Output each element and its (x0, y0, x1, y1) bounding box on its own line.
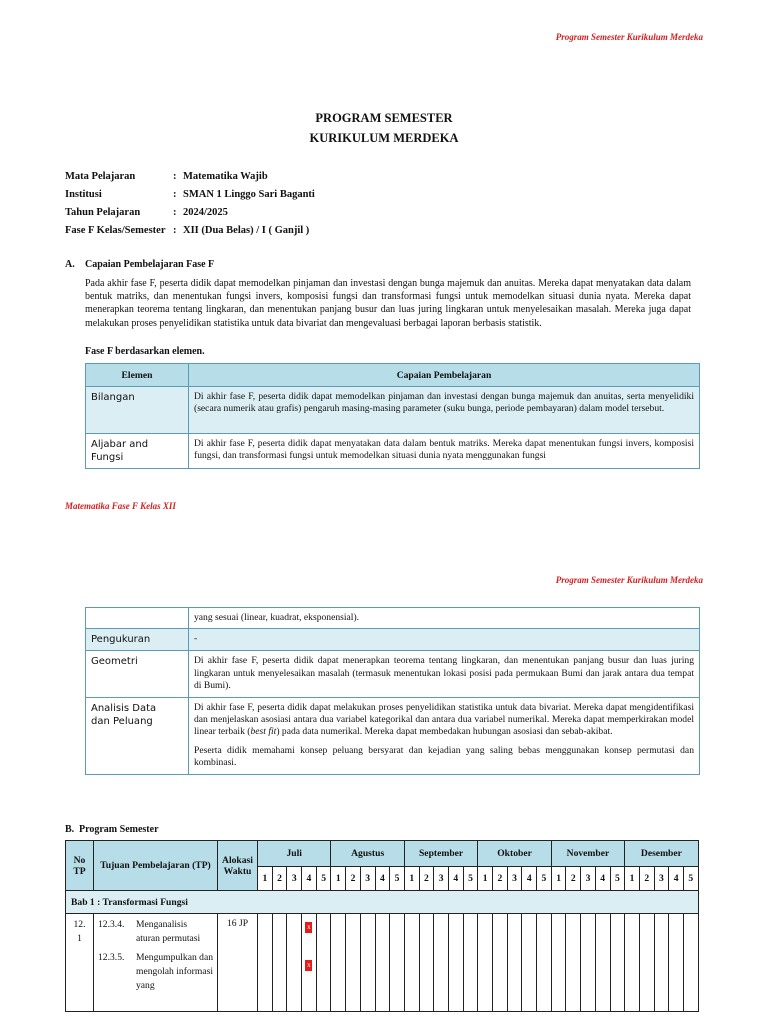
month-header: Juli (258, 841, 331, 867)
section-b-heading: B. Program Semester (65, 824, 159, 835)
italic-term: best fit (250, 726, 277, 738)
program-semester-table (65, 840, 699, 1012)
table-row (86, 387, 700, 434)
week-header: 4 (302, 867, 317, 891)
schedule-cell (375, 914, 390, 1012)
week-header: 2 (493, 867, 508, 891)
tp-number: 12.1 (66, 914, 94, 1012)
week-header: 3 (507, 867, 522, 891)
schedule-cell (610, 914, 625, 1012)
doc-title-line1: PROGRAM SEMESTER (315, 111, 453, 125)
week-header: 4 (522, 867, 537, 891)
week-header: 3 (581, 867, 596, 891)
month-header: September (404, 841, 477, 867)
capaian-cell: Di akhir fase F, peserta didik dapat memodelkan pinjaman dan investasi dengan bunga majemuk dan anuitas, serta menyelidiki (secara numerik atau grafis) pengaruh masing-masing parameter (suku bunga, periode pembayaran) dalam model tersebut. (189, 387, 700, 434)
meta-value: XII (Dua Belas) / I ( Ganjil ) (183, 225, 310, 236)
schedule-cell (669, 914, 684, 1012)
meta-label: Mata Pelajaran (65, 171, 136, 182)
schedule-cell (551, 914, 566, 1012)
section-a-paragraph: Pada akhir fase F, peserta didik dapat memodelkan pinjaman dan investasi dengan bunga majemuk dan anuitas. Mereka dapat menyatakan data dalam bentuk matriks, dan menentukan fungsi invers, komposisi fungsi dan transformasi fungsi untuk memodelkan situasi dunia nyata. Mereka dapat menerapkan teorema tentang lingkaran, dan menentukan panjang busur dan luas juring lingkaran untuk menyelesaikan masalah. Mereka juga dapat melakukan proses penyelidikan statistika untuk data bivariat dan mengevaluasi berbagai laporan berbasis statistik. (85, 278, 691, 329)
tp-item: 12.3.4. Menganalisis aturan permutasi (98, 919, 201, 944)
chapter-row (66, 891, 699, 914)
schedule-cell (625, 914, 640, 1012)
week-header: 1 (331, 867, 346, 891)
schedule-cell (331, 914, 346, 1012)
schedule-cell (478, 914, 493, 1012)
schedule-cell (258, 914, 273, 1012)
col-header-capaian: Capaian Pembelajaran (189, 364, 700, 387)
meta-row-year: Tahun Pelajaran : 2024/2025 (65, 204, 315, 222)
meta-value: SMAN 1 Linggo Sari Baganti (183, 189, 315, 200)
week-header: 5 (316, 867, 331, 891)
table-row (86, 629, 700, 651)
elemen-cell: Analisis Data dan Peluang (86, 697, 189, 774)
month-header: November (551, 841, 624, 867)
week-header: 5 (537, 867, 552, 891)
week-header: 3 (434, 867, 449, 891)
week-header: 1 (258, 867, 273, 891)
week-header: 4 (448, 867, 463, 891)
capaian-cell: - (189, 629, 700, 651)
week-header: 5 (610, 867, 625, 891)
table-row (66, 914, 699, 1012)
capaian-cell (189, 697, 700, 774)
page-footer: Matematika Fase F Kelas XII (65, 501, 176, 511)
schedule-mark: x (307, 961, 311, 969)
week-header: 4 (669, 867, 684, 891)
schedule-cell (316, 914, 331, 1012)
capaian-table (85, 363, 700, 469)
elemen-cell: Pengukuran (86, 629, 189, 651)
schedule-cell (493, 914, 508, 1012)
capaian-cell: Di akhir fase F, peserta didik dapat menyatakan data dalam bentuk matriks. Mereka dapat menentukan fungsi invers, komposisi fungsi, dan transformasi fungsi untuk memodelkan situasi dunia nyata menggunakan fungsi (189, 434, 700, 469)
schedule-cell (419, 914, 434, 1012)
elemen-cell: Bilangan (86, 387, 189, 434)
schedule-cell (302, 914, 317, 1012)
meta-label: Tahun Pelajaran (65, 207, 141, 218)
week-header: 4 (595, 867, 610, 891)
meta-block (65, 168, 315, 240)
time-allocation: 16 JP (218, 914, 258, 1012)
schedule-cell (404, 914, 419, 1012)
col-header-elemen: Elemen (86, 364, 189, 387)
capaian-table-continued (85, 607, 700, 775)
week-header: 1 (551, 867, 566, 891)
schedule-cell (654, 914, 669, 1012)
week-header: 1 (404, 867, 419, 891)
week-header: 1 (625, 867, 640, 891)
elemen-cell (86, 608, 189, 629)
week-header: 2 (639, 867, 654, 891)
table-row (86, 434, 700, 469)
capaian-paragraph: Peserta didik memahami konsep peluang bersyarat dan kejadian yang saling bebas menggunakan konsep permutasi dan kombinasi. (194, 744, 694, 769)
week-header: 2 (566, 867, 581, 891)
chapter-title: Bab 1 : Transformasi Fungsi (66, 891, 699, 914)
schedule-cell (360, 914, 375, 1012)
table-row (86, 608, 700, 629)
tp-item: 12.3.5. Mengumpulkan dan mengolah informasi yang (98, 952, 214, 991)
schedule-mark: x (307, 923, 311, 931)
week-header: 5 (683, 867, 698, 891)
schedule-cell (448, 914, 463, 1012)
schedule-cell (581, 914, 596, 1012)
meta-label: Institusi (65, 189, 102, 200)
schedule-cell (346, 914, 361, 1012)
table-row (86, 651, 700, 697)
tp-description (94, 914, 218, 1012)
month-header: Desember (625, 841, 698, 867)
week-header: 3 (360, 867, 375, 891)
capaian-cell: Di akhir fase F, peserta didik dapat menerapkan teorema tentang lingkaran, dan menentukan panjang busur dan luas juring lingkaran untuk menyelesaikan masalah (termasuk menentukan lokasi posisi pada permukaan Bumi dan jarak antara dua tempat di Bumi). (189, 651, 700, 697)
week-header: 5 (390, 867, 405, 891)
schedule-cell (537, 914, 552, 1012)
week-header: 5 (463, 867, 478, 891)
meta-row-subject: Mata Pelajaran : Matematika Wajib (65, 168, 315, 186)
elements-subheading: Fase F berdasarkan elemen. (85, 346, 205, 357)
week-header: 3 (287, 867, 302, 891)
month-header: Oktober (478, 841, 551, 867)
schedule-cell (463, 914, 478, 1012)
week-header: 2 (272, 867, 287, 891)
section-a-heading: A. Capaian Pembelajaran Fase F (65, 259, 215, 270)
month-header: Agustus (331, 841, 404, 867)
capaian-cell: yang sesuai (linear, kuadrat, eksponensial). (189, 608, 700, 629)
page-header: Program Semester Kurikulum Merdeka (555, 32, 703, 42)
elemen-cell: Geometri (86, 651, 189, 697)
meta-row-institution: Institusi : SMAN 1 Linggo Sari Baganti (65, 186, 315, 204)
meta-value: Matematika Wajib (183, 171, 268, 182)
col-header-waktu: Alokasi Waktu (218, 841, 258, 891)
schedule-cell (683, 914, 698, 1012)
page-header-2: Program Semester Kurikulum Merdeka (555, 575, 703, 585)
schedule-cell (566, 914, 581, 1012)
meta-value: 2024/2025 (183, 207, 228, 218)
doc-title-line2: KURIKULUM MERDEKA (309, 131, 459, 145)
meta-label: Fase F Kelas/Semester (65, 225, 166, 236)
schedule-cell (522, 914, 537, 1012)
schedule-cell (434, 914, 449, 1012)
schedule-cell (390, 914, 405, 1012)
week-header: 2 (419, 867, 434, 891)
capaian-paragraph: Di akhir fase F, peserta didik dapat melakukan proses penyelidikan statistika untuk data bivariat. Mereka dapat mengidentifikasi dan menjelaskan asosiasi antara dua variabel kategorikal dan antara dua variabel numerikal. Mereka dapat memperkirakan model linear terbaik (best fit) pada data numerikal. Mereka dapat membedakan hubungan asosiasi dan sebab-akibat. (194, 701, 694, 738)
week-header: 1 (478, 867, 493, 891)
schedule-cell (507, 914, 522, 1012)
col-header-no: No TP (66, 841, 94, 891)
week-header: 3 (654, 867, 669, 891)
table-row (86, 697, 700, 774)
schedule-cell (272, 914, 287, 1012)
elemen-cell: Aljabar and Fungsi (86, 434, 189, 469)
schedule-cell (287, 914, 302, 1012)
schedule-cell (639, 914, 654, 1012)
meta-row-phase: Fase F Kelas/Semester : XII (Dua Belas) / I ( Ganjil ) (65, 222, 315, 240)
week-header: 2 (346, 867, 361, 891)
week-header: 4 (375, 867, 390, 891)
col-header-tp: Tujuan Pembelajaran (TP) (94, 841, 218, 891)
schedule-cell (595, 914, 610, 1012)
